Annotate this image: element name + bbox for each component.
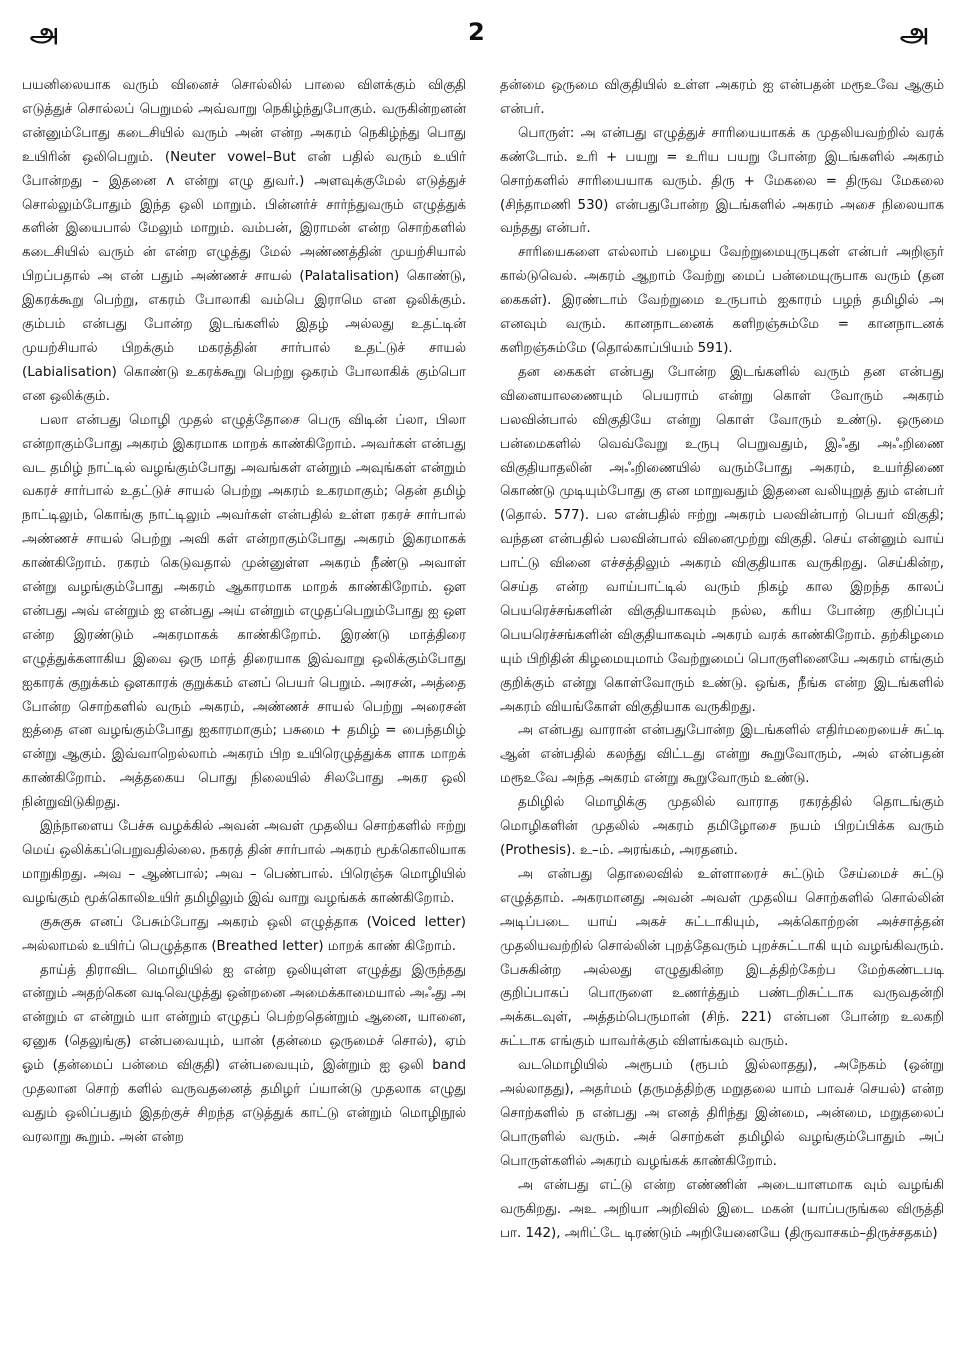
paragraph: வடமொழியில் அரூபம் (ரூபம் இல்லாதது), அநேகம் (ஒன்று அல்லாதது), அதர்மம் (தருமத்திற்கு மறுதலை யாம் பாவச் செயல்) என்ற சொற்களில் ந என்பது அ எனத் திரிந்து இன்மை, அன்மை, மறுதலைப் பொருளில் வரும். அச் சொற்கள் தமிழில் வழங்கும்போதும் அப் பொருள்களில் அகரம் வழங்கக் காண்கிறோம். [500,1058,944,1169]
header-left-letter: அ [30,18,59,48]
paragraph: இந்நாளைய பேச்சு வழக்கில் அவன் அவள் முதலிய சொற்களில் ஈற்று மெய் ஒலிக்கப்பெறுவதில்லை. நகரத் தின் சார்பால் அகரம் மூக்கொலியாக மாறுகிறது. அவ – ஆண்பால்; அவ – பெண்பால். பிரெஞ்சு மொழியில் வழங்கும் மூக்கொலிஉயிர் தமிழிலும் இவ் வாறு வழங்கக் காண்கிறோம். [22,819,466,906]
right-column [500,74,944,1245]
paragraph: அ என்பது வாரான் என்பதுபோன்ற இடங்களில் எதிர்மறையைச் சுட்டி ஆன் என்பதில் கலந்து விட்டது என்று கூறுவோரும், அல் என்பதன் மரூஉவே அந்த அகரம் என்று கூறுவோரும் உண்டு. [500,723,944,787]
paragraph: பொருள்: அ என்பது எழுத்துச் சாரியையாகக் க முதலியவற்றில் வரக் கண்டோம். உரி + பயறு = உரிய பயறு போன்ற இடங்களில் அகரம் சொற்களில் சாரியையாக வரும். திரு + மேகலை = திருவ மேகலை (சிந்தாமணி 530) என்பதுபோன்ற இடங்களில் அகரம் அசை நிலையாக வந்தது என்பர். [500,125,944,237]
paragraph: அ என்பது தொலைவில் உள்ளாரைச் சுட்டும் சேய்மைச் சுட்டு எழுத்தாம். அகரமானது அவன் அவள் முதலிய சொற்களில் சொல்லின் அடிப்படை யாய் அகச் சுட்டாகியும், அக்கொற்றன் அச்சாத்தன் முதலியவற்றில் சொல்லின் புறத்தேவரும் புறச்சுட்டாகி யும் வழங்கிவரும். பேசுகின்ற அல்லது எழுதுகின்ற இடத்திற்கேற்ப மேற்கண்டபடி குறிப்பாகப் பொருளை உணர்த்தும் பண்டறிசுட்டாக வருவதன்றி அக்கடவுள், அத்தம்பெருமான் (சிந். 221) என்பன போன்ற உலகறி சுட்டாக எங்கும் யாவர்க்கும் விளங்கவும் வரும். [500,866,944,1050]
left-column [22,74,466,1150]
header-right-letter: அ [900,18,929,48]
paragraph: தன்மை ஒருமை விகுதியில் உள்ள அகரம் ஐ என்பதன் மரூஉவே ஆகும் என்பர். [500,78,944,117]
paragraph: சாரியைகளை எல்லாம் பழைய வேற்றுமையுருபுகள் என்பர் அறிஞர் கால்டுவெல். அகரம் ஆறாம் வேற்று மைப் பன்மையுருபாக வரும் (தன கைகள்). இரண்டாம் வேற்றுமை உருபாம் ஐகாரம் பழந் தமிழில் அ எனவும் வரும். கானநாடனைக் களிறஞ்சும்மே = கானநாடனக் களிறஞ்சும்மே (தொல்காப்பியம் 591). [500,245,944,356]
paragraph: அ என்பது எட்டு என்ற எண்ணின் அடையாளமாக வும் வழங்கி வருகிறது. அஉ அறியா அறிவில் இடை மகன் (யாப்பருங்கல விருத்தி பா. 142), அரிட்டே டிரண்டும் அறியேனையே (திருவாசகம்–திருச்சதகம்) [500,1177,944,1241]
paragraph: தாய்த் திராவிட மொழியில் ஐ என்ற ஒலியுள்ள எழுத்து இருந்தது என்றும் அதற்கென வடிவெழுத்து ஒன்றனை அமைக்காமையால் அஃது அ என்றும் எ என்றும் யா என்றும் எழுதப் பெற்றதென்றும் ஆனை, யானை, ஏனுக (தெலுங்கு) என்பவையும், யான் (தன்மை ஒருமைச் சொல்), ஏம் ஓம் (தன்மைப் பன்மை விகுதி) என்பவையும், இன்றும் ஐ ஒலி band முதலான சொற் களில் வருவதனைத் தமிழர் ப்யான்டு முதலாக எழுது வதும் ஒலிப்பதும் இதற்குச் சிறந்த எடுத்துக் காட்டு என்றும் மொழிநூல் வரலாறு கூறும். அன் என்ற [22,962,466,1145]
paragraph: தன கைகள் என்பது போன்ற இடங்களில் வரும் தன என்பது வினையாலணையும் பெயராம் என்று கொள் வோரும் அகரம் பலவின்பால் விகுதியே என்று கொள் வோரும் உண்டு. ஒருமை பன்மைகளில் வெவ்வேறு உருபு பெறுவதும், இஃது அஃறிணை விகுதியாதலின் அஃறிணையில் வரும்போது அகரம், உயர்திணை கொண்டு முடியும்போது கு என மாறுவதும் இதனை வலியுறுத் தும் என்பர் (தொல். 577). பல என்பதில் ஈற்று அகரம் பலவின்பாற் பெயர் விகுதி; வந்தன என்பதில் பலவின்பால் வினைமுற்று விகுதி. செய் என்னும் வாய் பாட்டு வினை எச்சத்திலும் அகரம் விகுதியாக வருகிறது. செய்கின்ற, செய்த என்ற வாய்பாட்டில் வரும் நிகழ் கால இறந்த காலப் பெயரெச்சங்களின் விகுதியாகவும் நல்ல, கரிய போன்ற குறிப்புப் பெயரெச்சங்களின் விகுதியாகவும் அகரம் வரக் காண்கிறோம். தற்கிழமை யும் பிறிதின் கிழமையுமாம் வேற்றுமைப் பொருளினையே அகரம் எங்கும் குறிக்கும் என்று கொள்வோரும் உண்டு. ஒங்க, நீங்க என்ற இடங்களில் அகரம் வியங்கோள் விகுதியாக வருகிறது. [500,364,944,715]
paragraph: தமிழில் மொழிக்கு முதலில் வாராத ரகரத்தில் தொடங்கும் மொழிகளின் முதலில் அகரம் தமிழோசை நயம் பிறப்பிக்க வரும் (Prothesis). உ–ம். அரங்கம், அரதனம். [500,795,944,858]
paragraph: பலா என்பது மொழி முதல் எழுத்தோசை பெரு விடின் ப்லா, பிலா என்றாகும்போது அகரம் இகரமாக மாறக் காண்கிறோம். அவர்கள் என்பது வட தமிழ் நாட்டில் வழங்கும்போது அவங்கள் என்றும் அவுங்கள் என்றும் வகரச் சார்பால் உதட்டுச் சாயல் பெற்று அகரம் உகரமாகும்; தென் தமிழ் நாட்டிலும், கொங்கு நாட்டிலும் அவர்கள் என்பதில் உள்ள ரகரச் சார்பால் அண்ணச் சாயல் பெற்று அவி கள் என்றாகும்போது அகரம் இகரமாகக் காண்கிறோம். ரகரம் கெடுவதால் முன்னுள்ள அகரம் நீண்டு அவாள் என்று வழங்கும்போது அகரம் ஆகாரமாக மாறக் காண்கிறோம். ஔ என்பது அவ் என்றும் ஐ என்பது அய் என்றும் எழுதப்பெறும்போது ஐ ஔ என்ற இரண்டும் அகரமாகக் காண்கிறோம். இரண்டு மாத்திரை எழுத்துக்களாகிய இவை ஒரு மாத் திரையாக இவ்வாறு ஒலிக்கும்போது ஐகாரக் குறுக்கம் ஔகாரக் குறுக்கம் எனப் பெயர் பெறும். அரசன், அத்தை போன்ற சொற்களில் வரும் அகரம், அண்ணச் சாயல் பெற்று அரைசன் ஐத்தை என வழங்கும்போது ஐகாரமாகும்; பசுமை + தமிழ் = பைந்தமிழ் என்று ஆகும். இவ்வாறெல்லாம் அகரம் பிற உயிரெழுத்துக்க ளாக மாறக் காண்கிறோம். அத்தகைய பொது நிலையில் சிலபோது அகர ஒலி நின்றுவிடுகிறது. [22,412,466,811]
paragraph: குசுகுசு எனப் பேசும்போது அகரம் ஒலி எழுத்தாக (Voiced letter) அல்லாமல் உயிர்ப் பெழுத்தாக (Breathed letter) மாறக் காண் கிறோம். [22,914,466,954]
paragraph: பயனிலையாக வரும் வினைச் சொல்லில் பாலை விளக்கும் விகுதி எடுத்துச் சொல்லப் பெறுமல் அவ்வாறு நெகிழ்ந்துபோகும். வருகின்றனன் என்னும்போது கடைசியில் வரும் அன் என்ற அகரம் நெகிழ்ந்து பொது உயிரின் ஒலிபெறும். (Neuter vowel–But என் பதில் வரும் உயிர் போன்றது – இதனை ʌ என்று எழு துவர்.) அளவுக்குமேல் எடுத்துச் சொல்லும்போதும் இந்த ஒலி மாறும். பின்னர்ச் சார்ந்துவரும் எழுத்துக் களின் இயைபால் மேலும் மாறும். வம்பன், இராமன் என்ற சொற்களில் கடைசியில் வரும் ன் என்ற எழுத்து மேல் அண்ணத்தின் முயற்சியால் பிறப்பதால் அ என் பதும் அண்ணச் சாயல் (Palatalisation) கொண்டு, இகரக்கூறு பெற்று, எகரம் போலாகி வம்பெ இராமெ என ஒலிக்கும். கும்பம் என்பது போன்ற இடங்களில் இதழ் அல்லது உதட்டின் முயற்சியால் பிறக்கும் மகரத்தின் சார்பால் உதட்டுச் சாயல் (Labialisation) கொண்டு உகரக்கூறு பெற்று ஒகரம் போலாகிக் கும்பொ என ஒலிக்கும். [22,78,466,404]
page-number: 2 [468,18,485,46]
